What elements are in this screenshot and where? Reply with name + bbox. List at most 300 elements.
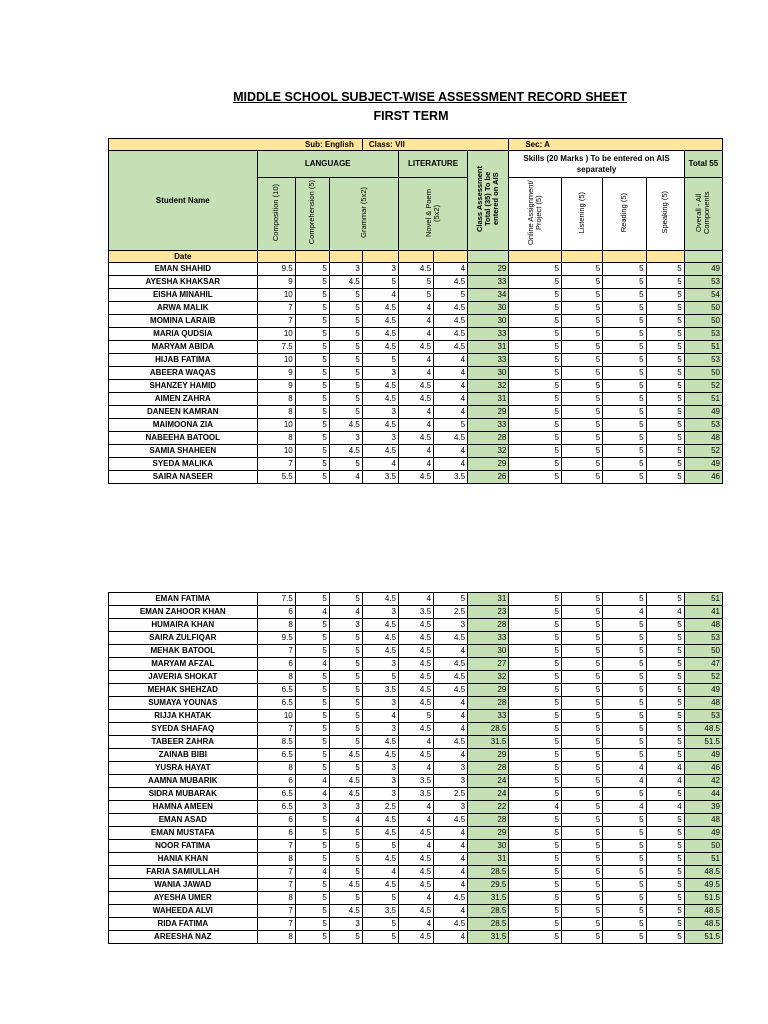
grammar-2-cell: 5 — [362, 840, 398, 853]
comprehension-cell: 5 — [295, 302, 329, 315]
student-name-cell: SUMAYA YOUNAS — [109, 697, 258, 710]
grammar-2-cell: 3 — [362, 263, 398, 276]
grammar-2-cell: 4.5 — [362, 328, 398, 341]
novel-cell: 3.5 — [398, 775, 433, 788]
listening-cell: 5 — [561, 263, 602, 276]
overall-cell: 53 — [684, 328, 722, 341]
comprehension-cell: 3 — [295, 801, 329, 814]
grammar-2-cell: 4.5 — [362, 315, 398, 328]
speaking-cell: 5 — [646, 658, 684, 671]
grammar-2-cell: 4.5 — [362, 814, 398, 827]
poem-cell: 4 — [434, 367, 468, 380]
composition-cell: 7 — [257, 879, 295, 892]
speaking-cell: 5 — [646, 645, 684, 658]
table-row — [109, 315, 723, 328]
composition-cell: 7.5 — [257, 341, 295, 354]
composition-cell: 10 — [257, 328, 295, 341]
poem-cell: 4.5 — [434, 814, 468, 827]
reading-cell: 5 — [603, 749, 646, 762]
overall-cell: 48 — [684, 814, 722, 827]
comprehension-cell: 5 — [295, 328, 329, 341]
student-name-cell: HIJAB FATIMA — [109, 354, 258, 367]
student-name-cell: MARYAM ABIDA — [109, 341, 258, 354]
table-row — [109, 710, 723, 723]
composition-cell: 6.5 — [257, 697, 295, 710]
grammar-1-cell: 4 — [329, 814, 362, 827]
table-row — [109, 736, 723, 749]
grammar-1-cell: 5 — [329, 302, 362, 315]
speaking-cell: 5 — [646, 931, 684, 944]
overall-cell: 50 — [684, 367, 722, 380]
novel-cell: 4.5 — [398, 931, 433, 944]
listening-cell: 5 — [561, 671, 602, 684]
composition-cell: 8 — [257, 432, 295, 445]
listening-cell: 5 — [561, 892, 602, 905]
grammar-2-cell: 3 — [362, 406, 398, 419]
class-total-cell: 28 — [468, 697, 509, 710]
term-title: FIRST TERM — [373, 109, 449, 123]
listening-cell: 5 — [561, 684, 602, 697]
comprehension-cell: 5 — [295, 341, 329, 354]
comprehension-cell: 4 — [295, 658, 329, 671]
listening-cell: 5 — [561, 710, 602, 723]
speaking-cell: 5 — [646, 263, 684, 276]
online-assignment-cell: 5 — [509, 276, 562, 289]
overall-cell: 53 — [684, 354, 722, 367]
grammar-1-cell: 5 — [329, 658, 362, 671]
date-cell — [295, 251, 329, 263]
poem-cell: 5 — [434, 593, 468, 606]
poem-cell: 4 — [434, 827, 468, 840]
reading-cell: 5 — [603, 892, 646, 905]
class-total-cell: 29.5 — [468, 879, 509, 892]
table-row — [109, 328, 723, 341]
composition-header: Composition (10) — [257, 178, 295, 251]
composition-cell: 7 — [257, 315, 295, 328]
table-row — [109, 671, 723, 684]
reading-cell: 5 — [603, 918, 646, 931]
overall-cell: 53 — [684, 276, 722, 289]
grammar-2-cell: 4 — [362, 866, 398, 879]
speaking-cell: 5 — [646, 723, 684, 736]
listening-cell: 5 — [561, 606, 602, 619]
overall-cell: 51 — [684, 593, 722, 606]
speaking-cell: 5 — [646, 671, 684, 684]
student-name-cell: SYEDA SHAFAQ — [109, 723, 258, 736]
listening-cell: 5 — [561, 632, 602, 645]
table-row — [109, 645, 723, 658]
overall-cell: 53 — [684, 419, 722, 432]
poem-cell: 4.5 — [434, 671, 468, 684]
class-total-cell: 31.5 — [468, 931, 509, 944]
listening-cell: 5 — [561, 354, 602, 367]
novel-cell: 5 — [398, 289, 433, 302]
class-total-cell: 31 — [468, 393, 509, 406]
comprehension-cell: 5 — [295, 710, 329, 723]
speaking-cell: 5 — [646, 458, 684, 471]
speaking-cell: 5 — [646, 697, 684, 710]
overall-cell: 48.5 — [684, 918, 722, 931]
poem-cell: 2.5 — [434, 606, 468, 619]
student-name-cell: NABEEHA BATOOL — [109, 432, 258, 445]
listening-cell: 5 — [561, 697, 602, 710]
table-row — [109, 749, 723, 762]
student-name-cell: NOOR FATIMA — [109, 840, 258, 853]
grammar-1-cell: 5 — [329, 931, 362, 944]
overall-cell: 46 — [684, 762, 722, 775]
speaking-cell: 4 — [646, 775, 684, 788]
grammar-1-cell: 4.5 — [329, 445, 362, 458]
table-row — [109, 658, 723, 671]
grammar-1-cell: 5 — [329, 840, 362, 853]
student-name-cell: MEHAK SHEHZAD — [109, 684, 258, 697]
online-assignment-cell: 5 — [509, 931, 562, 944]
grammar-2-cell: 3 — [362, 788, 398, 801]
comprehension-cell: 5 — [295, 593, 329, 606]
composition-cell: 10 — [257, 710, 295, 723]
table-row — [109, 432, 723, 445]
student-name-cell: EMAN SHAHID — [109, 263, 258, 276]
table-row — [109, 827, 723, 840]
speaking-cell: 5 — [646, 788, 684, 801]
student-name-cell: AIMEN ZAHRA — [109, 393, 258, 406]
online-assignment-cell: 5 — [509, 302, 562, 315]
reading-cell: 5 — [603, 380, 646, 393]
assessment-table-1 — [108, 138, 723, 484]
comprehension-cell: 5 — [295, 263, 329, 276]
language-header: LANGUAGE — [257, 151, 398, 178]
reading-cell: 5 — [603, 458, 646, 471]
grammar-1-cell: 3 — [329, 801, 362, 814]
grammar-1-cell: 5 — [329, 393, 362, 406]
student-name-cell: AAMNA MUBARIK — [109, 775, 258, 788]
subject-header-row — [109, 139, 723, 151]
class-total-cell: 24 — [468, 788, 509, 801]
composition-cell: 7 — [257, 723, 295, 736]
poem-cell: 4 — [434, 866, 468, 879]
overall-cell: 53 — [684, 632, 722, 645]
composition-cell: 8 — [257, 892, 295, 905]
class-total-cell: 30 — [468, 840, 509, 853]
poem-cell: 4.5 — [434, 302, 468, 315]
grammar-2-cell: 3.5 — [362, 905, 398, 918]
online-assignment-cell: 5 — [509, 892, 562, 905]
student-name-cell: ABEERA WAQAS — [109, 367, 258, 380]
comprehension-cell: 5 — [295, 931, 329, 944]
online-assignment-cell: 5 — [509, 749, 562, 762]
novel-cell: 5 — [398, 276, 433, 289]
table-1-body — [109, 263, 723, 484]
speaking-cell: 5 — [646, 866, 684, 879]
online-assignment-cell: 5 — [509, 619, 562, 632]
listening-cell: 5 — [561, 393, 602, 406]
class-total-cell: 31 — [468, 593, 509, 606]
grammar-2-cell: 4.5 — [362, 593, 398, 606]
listening-cell: 5 — [561, 419, 602, 432]
composition-cell: 8 — [257, 762, 295, 775]
reading-cell: 5 — [603, 367, 646, 380]
online-assignment-cell: 5 — [509, 606, 562, 619]
grammar-2-cell: 4.5 — [362, 380, 398, 393]
student-name-cell: AREESHA NAZ — [109, 931, 258, 944]
overall-cell: 50 — [684, 645, 722, 658]
reading-cell: 5 — [603, 315, 646, 328]
overall-cell: 39 — [684, 801, 722, 814]
poem-cell: 4.5 — [434, 684, 468, 697]
reading-cell: 5 — [603, 276, 646, 289]
student-name-cell: EMAN ZAHOOR KHAN — [109, 606, 258, 619]
table-row — [109, 619, 723, 632]
composition-cell: 7 — [257, 918, 295, 931]
composition-cell: 10 — [257, 445, 295, 458]
reading-cell: 5 — [603, 879, 646, 892]
grammar-1-cell: 5 — [329, 671, 362, 684]
grammar-1-cell: 5 — [329, 645, 362, 658]
listening-cell: 5 — [561, 315, 602, 328]
speaking-cell: 5 — [646, 710, 684, 723]
online-assignment-cell: 5 — [509, 380, 562, 393]
online-assignment-cell: 5 — [509, 354, 562, 367]
class-total-cell: 23 — [468, 606, 509, 619]
grammar-1-cell: 5 — [329, 866, 362, 879]
student-name-cell: WAHEEDA ALVI — [109, 905, 258, 918]
reading-cell: 5 — [603, 840, 646, 853]
date-cell — [684, 251, 722, 263]
online-assignment-cell: 5 — [509, 432, 562, 445]
overall-cell: 49 — [684, 827, 722, 840]
novel-cell: 4.5 — [398, 905, 433, 918]
class-total-cell: 33 — [468, 328, 509, 341]
online-assignment-cell: 5 — [509, 762, 562, 775]
listening-cell: 5 — [561, 788, 602, 801]
student-name-cell: MARYAM AFZAL — [109, 658, 258, 671]
speaking-cell: 5 — [646, 879, 684, 892]
novel-cell: 4 — [398, 419, 433, 432]
grammar-1-cell: 5 — [329, 736, 362, 749]
listening-cell: 5 — [561, 289, 602, 302]
reading-cell: 5 — [603, 710, 646, 723]
speaking-cell: 5 — [646, 736, 684, 749]
poem-cell: 4 — [434, 645, 468, 658]
grammar-1-cell: 5 — [329, 380, 362, 393]
grammar-1-cell: 3 — [329, 263, 362, 276]
class-total-cell: 32 — [468, 445, 509, 458]
class-total-cell: 28 — [468, 619, 509, 632]
poem-cell: 4.5 — [434, 736, 468, 749]
grammar-1-cell: 4 — [329, 471, 362, 484]
online-assignment-cell: 5 — [509, 458, 562, 471]
listening-cell: 5 — [561, 749, 602, 762]
novel-cell: 4.5 — [398, 658, 433, 671]
speaking-cell: 5 — [646, 619, 684, 632]
novel-cell: 4 — [398, 918, 433, 931]
online-assignment-cell: 5 — [509, 827, 562, 840]
comprehension-cell: 4 — [295, 606, 329, 619]
online-assignment-cell: 5 — [509, 788, 562, 801]
composition-cell: 8 — [257, 853, 295, 866]
novel-cell: 4 — [398, 736, 433, 749]
novel-cell: 4 — [398, 354, 433, 367]
listening-cell: 5 — [561, 723, 602, 736]
grammar-1-cell: 5 — [329, 367, 362, 380]
student-name-cell: AYESHA KHAKSAR — [109, 276, 258, 289]
comprehension-cell: 5 — [295, 471, 329, 484]
student-name-cell: JAVERIA SHOKAT — [109, 671, 258, 684]
online-assignment-cell: 5 — [509, 918, 562, 931]
class-total-cell: 29 — [468, 458, 509, 471]
online-assignment-cell: 5 — [509, 775, 562, 788]
table-row — [109, 840, 723, 853]
class-total-cell: 28.5 — [468, 918, 509, 931]
student-name-cell: EMAN MUSTAFA — [109, 827, 258, 840]
comprehension-cell: 5 — [295, 918, 329, 931]
table-row — [109, 632, 723, 645]
student-name-cell: YUSRA HAYAT — [109, 762, 258, 775]
grammar-2-cell: 3 — [362, 432, 398, 445]
grammar-2-cell: 4 — [362, 710, 398, 723]
class-total-cell: 28.5 — [468, 866, 509, 879]
overall-cell: 49 — [684, 749, 722, 762]
grammar-1-cell: 5 — [329, 762, 362, 775]
composition-cell: 6 — [257, 658, 295, 671]
class-total-cell: 22 — [468, 801, 509, 814]
composition-cell: 6 — [257, 775, 295, 788]
composition-cell: 5.5 — [257, 471, 295, 484]
poem-cell: 4.5 — [434, 892, 468, 905]
speaking-cell: 5 — [646, 432, 684, 445]
overall-cell: 50 — [684, 840, 722, 853]
overall-cell: 52 — [684, 445, 722, 458]
table-row — [109, 788, 723, 801]
grammar-2-cell: 3.5 — [362, 471, 398, 484]
student-name-cell: MEHAK BATOOL — [109, 645, 258, 658]
grammar-1-cell: 5 — [329, 697, 362, 710]
student-name-cell: DANEEN KAMRAN — [109, 406, 258, 419]
reading-cell: 4 — [603, 762, 646, 775]
speaking-cell: 5 — [646, 905, 684, 918]
table-row — [109, 684, 723, 697]
composition-cell: 9 — [257, 276, 295, 289]
table-row — [109, 723, 723, 736]
novel-cell: 4.5 — [398, 393, 433, 406]
grammar-2-cell: 2.5 — [362, 801, 398, 814]
overall-cell: 47 — [684, 658, 722, 671]
grammar-2-cell: 3 — [362, 697, 398, 710]
reading-cell: 5 — [603, 328, 646, 341]
comprehension-cell: 5 — [295, 632, 329, 645]
composition-cell: 6.5 — [257, 788, 295, 801]
composition-cell: 8 — [257, 619, 295, 632]
poem-cell: 4.5 — [434, 432, 468, 445]
novel-cell: 4 — [398, 814, 433, 827]
table-row — [109, 762, 723, 775]
novel-cell: 4.5 — [398, 697, 433, 710]
date-label: Date — [109, 251, 258, 263]
overall-cell: 48 — [684, 619, 722, 632]
reading-cell: 5 — [603, 341, 646, 354]
reading-cell: 5 — [603, 736, 646, 749]
grammar-2-cell: 5 — [362, 892, 398, 905]
listening-cell: 5 — [561, 918, 602, 931]
grammar-1-cell: 5 — [329, 341, 362, 354]
class-total-cell: 30 — [468, 315, 509, 328]
composition-cell: 9 — [257, 380, 295, 393]
table-row — [109, 853, 723, 866]
overall-cell: 51.5 — [684, 736, 722, 749]
poem-cell: 4 — [434, 354, 468, 367]
poem-cell: 4 — [434, 710, 468, 723]
speaking-cell: 5 — [646, 406, 684, 419]
date-cell — [434, 251, 468, 263]
novel-cell: 4.5 — [398, 632, 433, 645]
class-total-cell: 29 — [468, 827, 509, 840]
grammar-1-cell: 4.5 — [329, 419, 362, 432]
grammar-1-cell: 5 — [329, 354, 362, 367]
online-assignment-cell: 5 — [509, 645, 562, 658]
grammar-1-cell: 5 — [329, 710, 362, 723]
date-cell — [257, 251, 295, 263]
student-name-cell: RIDA FATIMA — [109, 918, 258, 931]
grammar-2-cell: 3 — [362, 723, 398, 736]
class-total-cell: 28 — [468, 762, 509, 775]
student-name-header: Student Name — [109, 151, 258, 251]
student-name-cell: TABEER ZAHRA — [109, 736, 258, 749]
grammar-1-cell: 5 — [329, 827, 362, 840]
table-2-body — [109, 593, 723, 944]
student-name-cell: MARIA QUDSIA — [109, 328, 258, 341]
reading-cell: 5 — [603, 302, 646, 315]
listening-cell: 5 — [561, 406, 602, 419]
student-name-cell: SIDRA MUBARAK — [109, 788, 258, 801]
grammar-1-cell: 4.5 — [329, 788, 362, 801]
comprehension-cell: 5 — [295, 645, 329, 658]
composition-cell: 8 — [257, 671, 295, 684]
reading-cell: 5 — [603, 671, 646, 684]
comprehension-header: Comprehension (5) — [295, 178, 329, 251]
composition-cell: 6 — [257, 606, 295, 619]
novel-cell: 4.5 — [398, 671, 433, 684]
online-assignment-cell: 5 — [509, 593, 562, 606]
grammar-2-cell: 5 — [362, 671, 398, 684]
poem-cell: 4.5 — [434, 315, 468, 328]
novel-cell: 4 — [398, 801, 433, 814]
online-assignment-cell: 5 — [509, 866, 562, 879]
poem-cell: 4 — [434, 263, 468, 276]
composition-cell: 6.5 — [257, 801, 295, 814]
composition-cell: 8 — [257, 393, 295, 406]
poem-cell: 4 — [434, 931, 468, 944]
grammar-2-cell: 4.5 — [362, 645, 398, 658]
table-row — [109, 393, 723, 406]
reading-cell: 4 — [603, 801, 646, 814]
listening-cell: 5 — [561, 658, 602, 671]
poem-cell: 4 — [434, 697, 468, 710]
listening-cell: 5 — [561, 471, 602, 484]
composition-cell: 9.5 — [257, 263, 295, 276]
grammar-2-cell: 4.5 — [362, 393, 398, 406]
novel-cell: 4 — [398, 406, 433, 419]
comprehension-cell: 5 — [295, 736, 329, 749]
grammar-2-cell: 4.5 — [362, 302, 398, 315]
table-row — [109, 814, 723, 827]
speaking-cell: 5 — [646, 302, 684, 315]
reading-header: Reading (5) — [603, 178, 646, 251]
reading-cell: 5 — [603, 931, 646, 944]
composition-cell: 8.5 — [257, 736, 295, 749]
class-total-cell: 28.5 — [468, 723, 509, 736]
poem-cell: 4 — [434, 853, 468, 866]
overall-cell: 51 — [684, 393, 722, 406]
